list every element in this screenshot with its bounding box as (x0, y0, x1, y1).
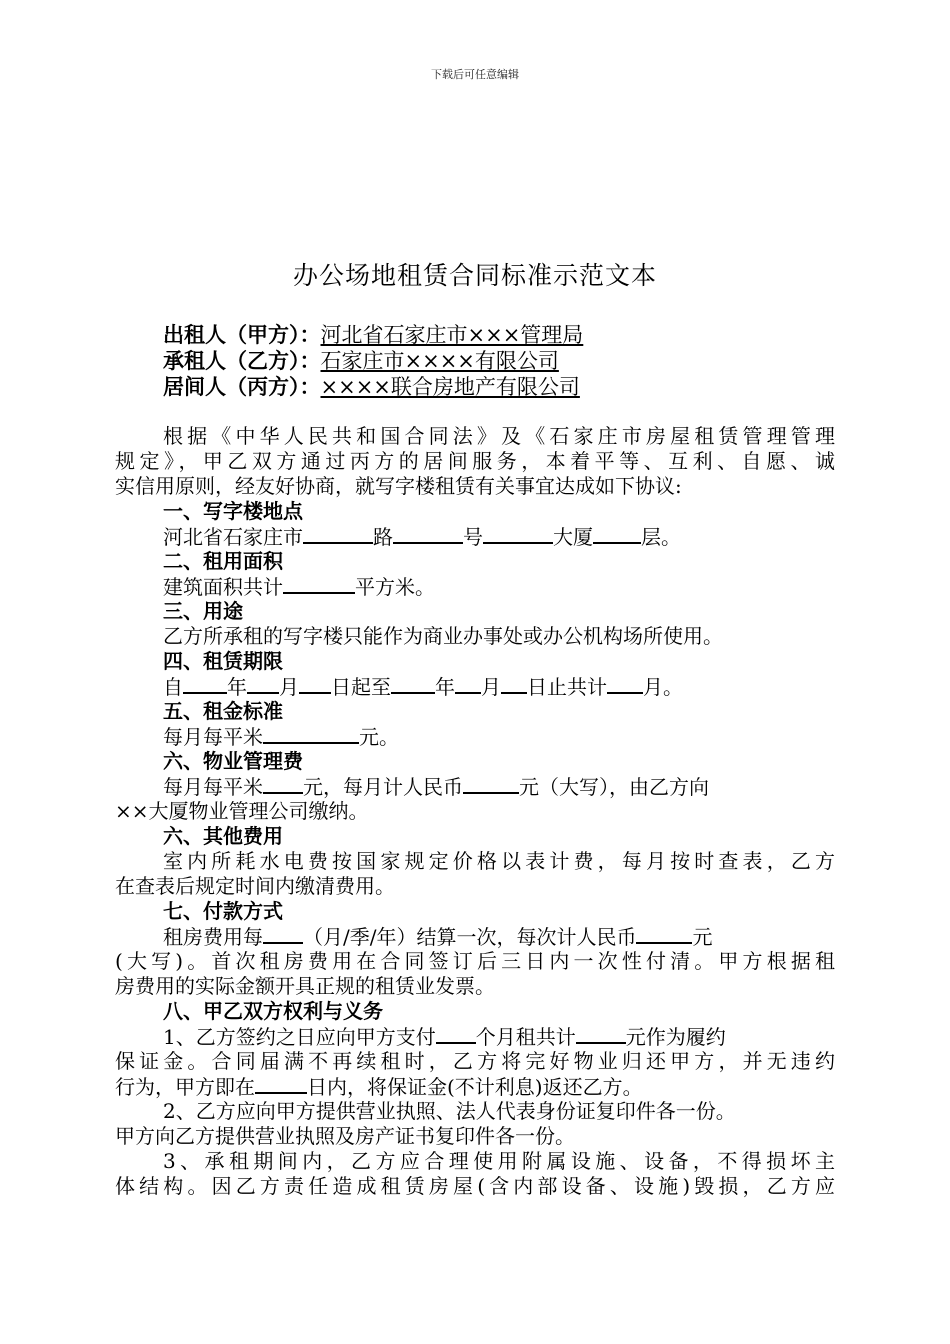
contract-body (115, 424, 835, 1199)
text-fragment: 平方米。 (355, 575, 435, 599)
intro-line: 实信用原则，经友好协商，就写字楼租赁有关事宜达成如下协议: (115, 474, 682, 498)
section-heading: 四、租赁期限 (163, 649, 283, 673)
text-fragment: 日起至 (331, 675, 391, 699)
text-fragment: 元，每月计人民币 (303, 775, 463, 799)
party-value: ××××联合房地产有限公司 (320, 375, 580, 399)
section-line (115, 1074, 835, 1099)
text-fragment: 日内，将保证金(不计利息)返还乙方。 (307, 1075, 643, 1099)
fill-blank[interactable] (483, 524, 553, 544)
section-line (115, 524, 835, 549)
text-fragment: 河北省石家庄市 (163, 525, 303, 549)
fill-blank[interactable] (593, 524, 641, 544)
section-line: 房费用的实际金额开具正规的租赁业发票。 (115, 974, 495, 998)
text-fragment: 年 (227, 675, 247, 699)
section-heading: 五、租金标准 (163, 699, 283, 723)
party-label: 承租人（乙方）： (163, 349, 321, 373)
section-line: 2、乙方应向甲方提供营业执照、法人代表身份证复印件各一份。 (163, 1099, 736, 1123)
header-note: 下载后可任意编辑 (431, 68, 519, 81)
party-value: 河北省石家庄市×××管理局 (320, 323, 584, 347)
section-line: 保证金。合同届满不再续租时，乙方将完好物业归还甲方，并无违约 (115, 1049, 835, 1073)
party-broker (163, 374, 823, 400)
fill-blank[interactable] (255, 1074, 307, 1094)
fill-blank[interactable] (263, 774, 303, 794)
party-value: 石家庄市××××有限公司 (320, 349, 559, 373)
text-fragment: 日止共计 (527, 675, 607, 699)
section-line: 甲方向乙方提供营业执照及房产证书复印件各一份。 (115, 1124, 575, 1148)
party-lessee (163, 348, 823, 374)
section-heading: 六、其他费用 (163, 824, 283, 848)
text-fragment: 大厦 (553, 525, 593, 549)
text-fragment: 月 (279, 675, 299, 699)
text-fragment: 每月每平米 (163, 775, 263, 799)
text-fragment: 个月租共计 (475, 1025, 576, 1049)
section-line: (大写)。首次租房费用在合同签订后三日内一次性付清。甲方根据租 (115, 949, 835, 973)
fill-blank[interactable] (636, 924, 692, 944)
text-fragment: 月 (481, 675, 501, 699)
text-fragment: 路 (373, 525, 393, 549)
text-fragment: 租房费用每 (163, 925, 263, 949)
section-line: 在查表后规定时间内缴清费用。 (115, 874, 395, 898)
fill-blank[interactable] (501, 674, 527, 694)
section-line (115, 1024, 835, 1049)
text-fragment: 年 (435, 675, 455, 699)
fill-blank[interactable] (303, 524, 373, 544)
section-heading: 三、用途 (163, 599, 243, 623)
section-line (115, 924, 835, 949)
intro-line: 根据《中华人民共和国合同法》及《石家庄市房屋租赁管理管理 (163, 424, 835, 448)
section-heading: 二、租用面积 (163, 549, 283, 573)
fill-blank[interactable] (463, 774, 519, 794)
fill-blank[interactable] (607, 674, 643, 694)
text-fragment: 号 (463, 525, 483, 549)
section-heading: 八、甲乙双方权利与义务 (163, 999, 383, 1023)
fill-blank[interactable] (247, 674, 279, 694)
section-heading: 六、物业管理费 (163, 749, 303, 773)
text-fragment: 月。 (643, 675, 683, 699)
party-lessor (163, 322, 823, 348)
text-fragment: 元作为履约 (625, 1025, 726, 1049)
parties-block (163, 322, 823, 400)
party-label: 居间人（丙方）： (163, 375, 321, 399)
contract-title: 办公场地租赁合同标准示范文本 (292, 261, 657, 290)
section-line: 室内所耗水电费按国家规定价格以表计费，每月按时查表，乙方 (163, 849, 835, 873)
fill-blank[interactable] (283, 574, 355, 594)
text-fragment: （月/季/年）结算一次，每次计人民币 (303, 925, 637, 949)
text-fragment: 建筑面积共计 (163, 575, 283, 599)
section-heading: 七、付款方式 (163, 899, 283, 923)
fill-blank[interactable] (455, 674, 481, 694)
text-fragment: 自 (163, 675, 183, 699)
fill-blank[interactable] (299, 674, 331, 694)
fill-blank[interactable] (263, 924, 303, 944)
text-fragment: 每月每平米 (163, 725, 263, 749)
section-line (115, 724, 835, 749)
fill-blank[interactable] (391, 674, 435, 694)
text-fragment: 元。 (359, 725, 399, 749)
section-line: 体结构。因乙方责任造成租赁房屋(含内部设备、设施)毁损，乙方应 (115, 1174, 835, 1198)
section-line (115, 774, 835, 799)
section-line: 乙方所承租的写字楼只能作为商业办事处或办公机构场所使用。 (163, 624, 723, 648)
intro-line: 规定》，甲乙双方通过丙方的居间服务，本着平等、互利、自愿、诚 (115, 449, 835, 473)
fill-blank[interactable] (263, 724, 359, 744)
fill-blank[interactable] (436, 1024, 476, 1044)
fill-blank[interactable] (576, 1024, 626, 1044)
text-fragment: 层。 (641, 525, 681, 549)
text-fragment: 元（大写），由乙方向 (519, 775, 709, 799)
section-line (115, 674, 835, 699)
text-fragment: 行为，甲方即在 (115, 1075, 255, 1099)
section-line (115, 574, 835, 599)
fill-blank[interactable] (393, 524, 463, 544)
text-fragment: 1、乙方签约之日应向甲方支付 (163, 1025, 436, 1049)
section-line: 3、承租期间内，乙方应合理使用附属设施、设备，不得损坏主 (163, 1149, 835, 1173)
section-line: ××大厦物业管理公司缴纳。 (115, 799, 369, 823)
party-label: 出租人（甲方）： (163, 323, 321, 347)
text-fragment: 元 (692, 925, 713, 949)
fill-blank[interactable] (183, 674, 227, 694)
section-heading: 一、写字楼地点 (163, 499, 303, 523)
